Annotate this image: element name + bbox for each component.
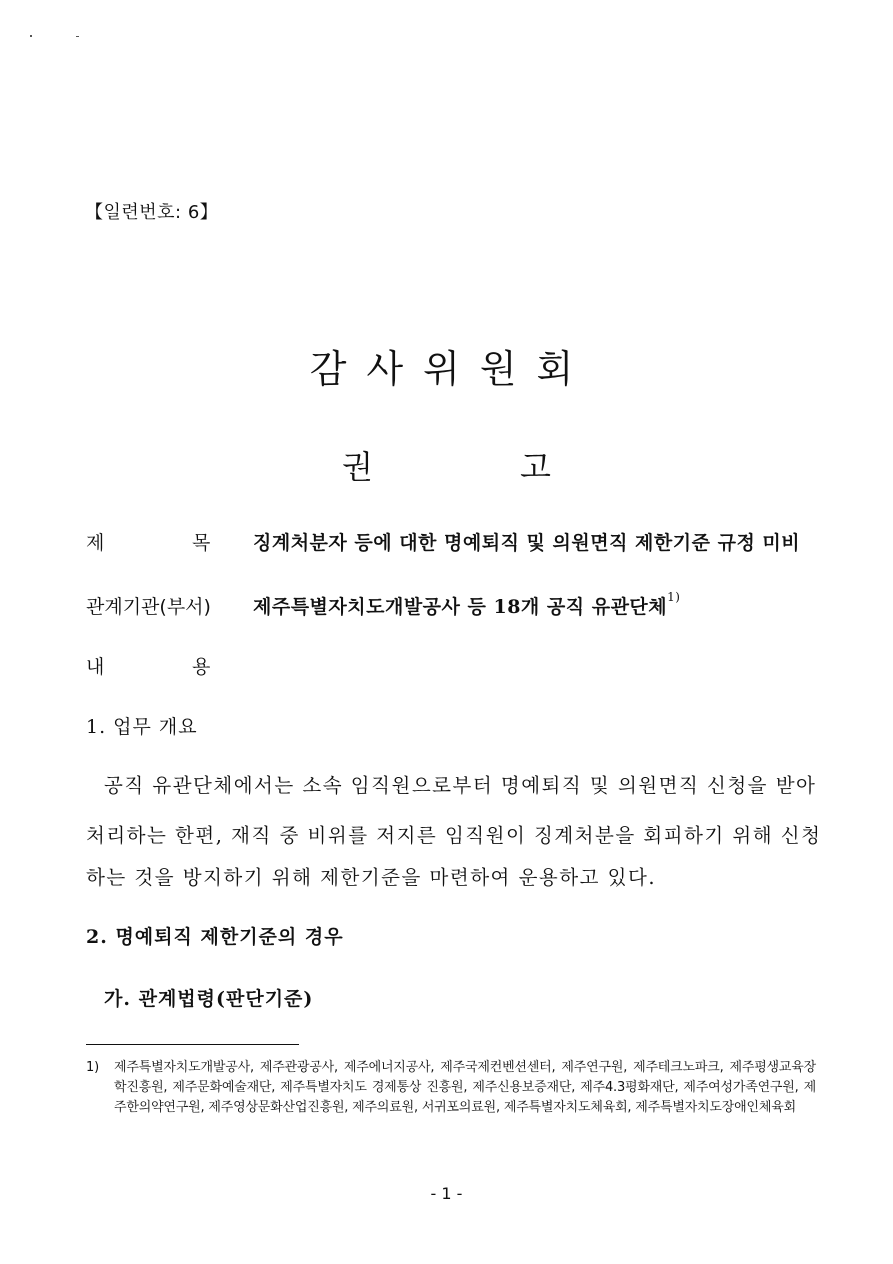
subject-label-1: 제: [86, 532, 105, 554]
section1-line-1: 공직 유관단체에서는 소속 임직원으로부터 명예퇴직 및 의원면직 신청을 받아: [104, 774, 817, 797]
agency-value-text: 제주특별자치도개발공사 등 18개 공직 유관단체: [253, 596, 668, 618]
scan-speck: [30, 35, 32, 37]
footnote: [86, 1058, 816, 1118]
serial-number: 【일련번호: 6】: [85, 202, 219, 223]
footnote-divider: [86, 1044, 299, 1045]
doc-type-char-2: 고: [520, 448, 551, 486]
section1-line-2: 처리하는 한편, 재직 중 비위를 저지른 임직원이 징계처분을 회피하기 위해 신청: [86, 824, 822, 847]
agency-value: [253, 592, 680, 619]
subject-label-2: 목: [192, 532, 211, 554]
agency-label: 관계기관(부서): [86, 596, 211, 618]
footnote-ref[interactable]: 1): [667, 590, 681, 604]
content-label-2: 용: [192, 656, 211, 678]
doc-type-char-1: 권: [342, 448, 373, 486]
subject-value: 징계처분자 등에 대한 명예퇴직 및 의원면직 제한기준 규정 미비: [253, 532, 801, 554]
section2-subheading: 가. 관계법령(판단기준): [104, 988, 314, 1010]
scan-speck: [76, 36, 79, 37]
footnote-text: 제주특별자치도개발공사, 제주관광공사, 제주에너지공사, 제주국제컨벤션센터, 제주연구원, 제주테크노파크, 제주평생교육장학진흥원, 제주문화예술재단, 제주특별자치도 경제통상 진흥원, 제주신용보증재단, 제주4.3평화재단, 제주여성가족연구원, 제주한의약연구원, 제주영상문화산업진흥원, 제주의료원, 서귀포의료원, 제주특별자치도체육회, 제주특별자치도장애인체육회: [114, 1060, 816, 1115]
content-label-1: 내: [86, 656, 105, 678]
page-number: - 1 -: [430, 1184, 463, 1203]
section1-line-3: 하는 것을 방지하기 위해 제한기준을 마련하여 운용하고 있다.: [86, 866, 657, 889]
section2-heading: 2. 명예퇴직 제한기준의 경우: [86, 926, 344, 948]
footnote-number: 1): [86, 1060, 99, 1075]
section1-heading: 1. 업무 개요: [86, 716, 198, 738]
organization-title: 감사위원회: [309, 347, 594, 391]
